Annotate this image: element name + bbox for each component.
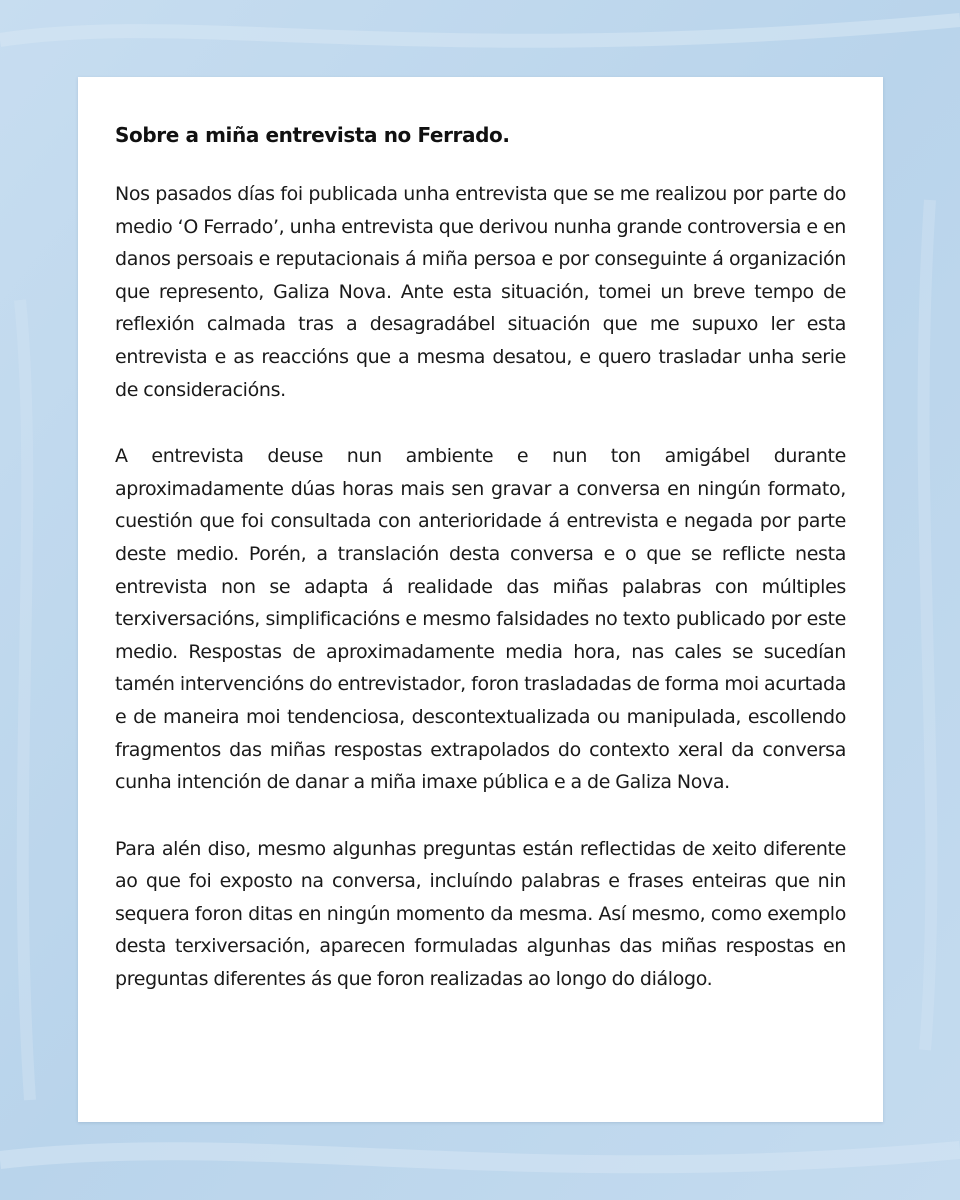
paragraph-2: A entrevista deuse nun ambiente e nun ton amigábel durante aproximadamente dúas horas mais sen gravar a conversa en ningún formato, cuestión que foi consultada con anterioridade á entrevista e negada por parte deste medio. Porén, a translación desta conversa e o que se reflicte nesta entrevista non se adapta á realidade das miñas palabras con múltiples terxiversacións, simplificacións e mesmo falsidades no texto publicado por este medio. Respostas de aproximadamente media hora, nas cales se sucedían tamén intervencións do entrevistador, foron trasladadas de forma moi acurtada e de maneira moi tendenciosa, descontextualizada ou manipulada, escollendo fragmentos das miñas respostas extrapolados do contexto xeral da conversa cunha intención de danar a miña imaxe pública e a de Galiza Nova. — [115, 445, 846, 794]
document-title: Sobre a miña entrevista no Ferrado. — [115, 123, 510, 147]
paragraph-1: Nos pasados días foi publicada unha entrevista que se me realizou por parte do medio ‘O Ferrado’, unha entrevista que derivou nunha grande controversia e en danos persoais e reputacionais á miña persoa e por conseguinte á organización que represento, Galiza Nova. Ante esta situación, tomei un breve tempo de reflexión calmada tras a desagradábel situación que me supuxo ler esta entrevista e as reaccións que a mesma desatou, e quero trasladar unha serie de consideracións. — [115, 183, 846, 401]
statement-card — [78, 77, 883, 1122]
paragraph-3: Para alén diso, mesmo algunhas preguntas están reflectidas de xeito diferente ao que foi exposto na conversa, incluíndo palabras e frases enteiras que nin sequera foron ditas en ningún momento da mesma. Así mesmo, como exemplo desta terxiversación, aparecen formuladas algunhas das miñas respostas en preguntas diferentes ás que foron realizadas ao longo do diálogo. — [115, 837, 846, 991]
